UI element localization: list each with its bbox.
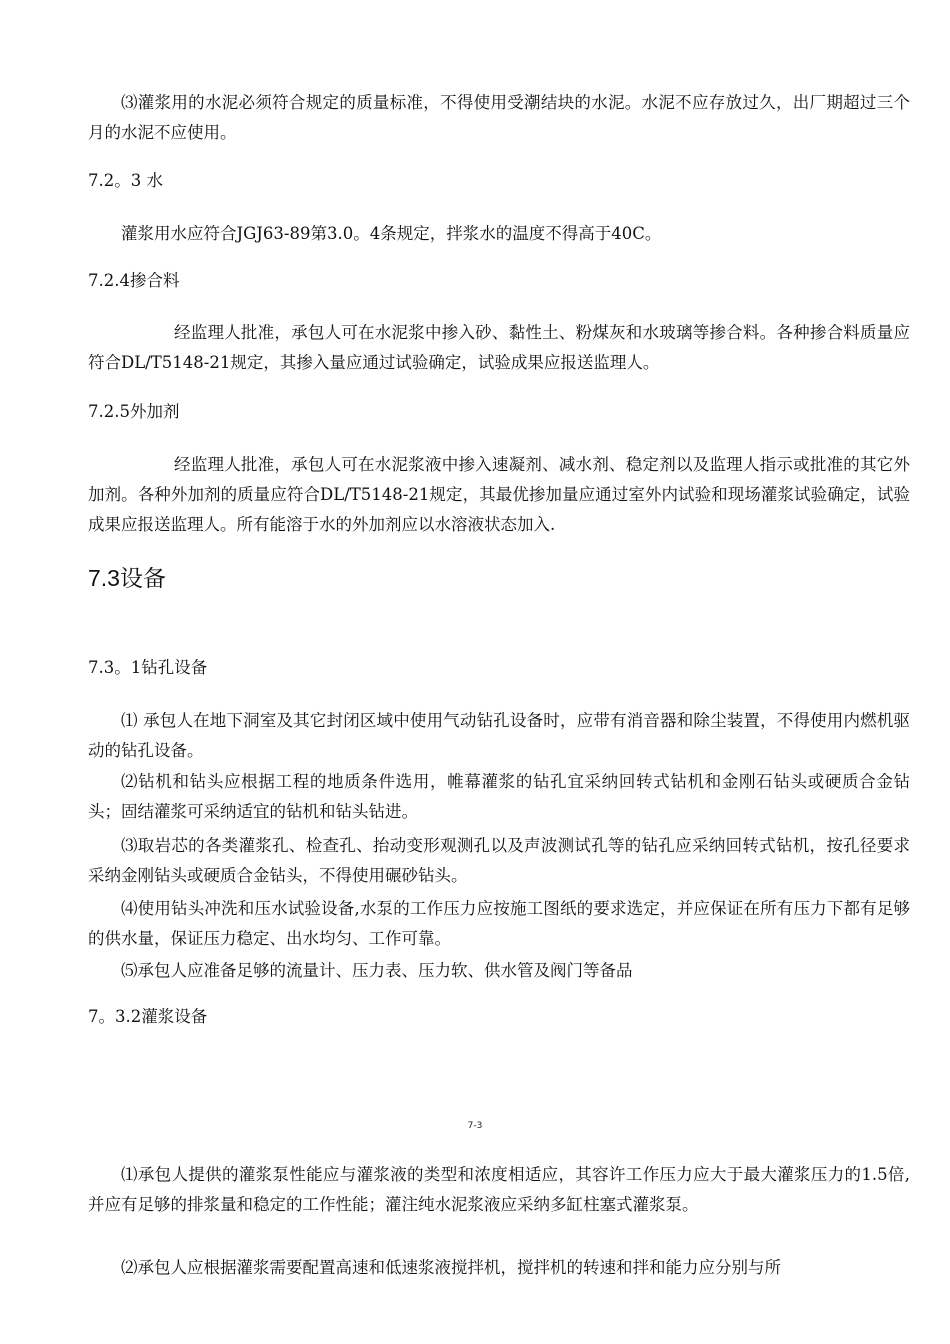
heading-7-3-2-grouting-equipment: 7。3.2灌浆设备 — [88, 1007, 208, 1026]
paragraph-water: 灌浆用水应符合JGJ63-89第3.0。4条规定，拌浆水的温度不得高于40C。 — [121, 224, 662, 243]
paragraph-grout-item-1: ⑴承包人提供的灌浆泵性能应与灌浆液的类型和浓度相适应，其容许工作压力应大于最大灌浆压力的1.5倍,并应有足够的排浆量和稳定的工作性能；灌注纯水泥浆液应采纳多缸柱塞式灌浆泵。 — [88, 1165, 910, 1214]
heading-7-3-1-drilling-equipment: 7.3。1钻孔设备 — [88, 658, 208, 677]
paragraph-drill-item-2: ⑵钻机和钻头应根据工程的地质条件选用，帷幕灌浆的钻孔宜采纳回转式钻机和金刚石钻头或硬质合金钻头；固结灌浆可采纳适宜的钻机和钻头钻进。 — [88, 772, 910, 821]
paragraph-drill-item-3: ⑶取岩芯的各类灌浆孔、检查孔、抬动变形观测孔以及声波测试孔等的钻孔应采纳回转式钻机，按孔径要求采纳金刚钻头或硬质合金钻头，不得使用碾砂钻头。 — [88, 836, 910, 885]
paragraph-admixture: 经监理人批准，承包人可在水泥浆中掺入砂、黏性土、粉煤灰和水玻璃等掺合料。各种掺合料质量应符合DL/T5148-21规定，其掺入量应通过试验确定，试验成果应报送监理人。 — [88, 323, 910, 372]
paragraph-drill-item-4: ⑷使用钻头冲洗和压水试验设备,水泵的工作压力应按施工图纸的要求选定，并应保证在所有压力下都有足够的供水量，保证压力稳定、出水均匀、工作可靠。 — [88, 899, 910, 948]
paragraph-drill-item-5: ⑸承包人应准备足够的流量计、压力表、压力软、供水管及阀门等备品 — [121, 961, 633, 980]
paragraph-cement-quality: ⑶灌浆用的水泥必须符合规定的质量标准，不得使用受潮结块的水泥。水泥不应存放过久，出厂期超过三个月的水泥不应使用。 — [88, 93, 910, 142]
section-heading-7-3-equipment: 7.3设备 — [88, 565, 166, 591]
paragraph-grout-item-2: ⑵承包人应根据灌浆需要配置高速和低速浆液搅拌机，搅拌机的转速和拌和能力应分别与所 — [121, 1258, 781, 1277]
heading-7-2-4-admixture: 7.2.4掺合料 — [88, 271, 180, 290]
paragraph-drill-item-1: ⑴ 承包人在地下洞室及其它封闭区域中使用气动钻孔设备时，应带有消音器和除尘装置，不得使用内燃机驱动的钻孔设备。 — [88, 711, 910, 760]
paragraph-additive: 经监理人批准，承包人可在水泥浆液中掺入速凝剂、减水剂、稳定剂以及监理人指示或批准的其它外加剂。各种外加剂的质量应符合DL/T5148-21规定，其最优掺加量应通过室外内试验和现场灌浆试验确定，试验成果应报送监理人。所有能溶于水的外加剂应以水溶液状态加入. — [88, 455, 910, 534]
page-number: 7-3 — [467, 1121, 483, 1131]
heading-7-2-3-water: 7.2。3 水 — [88, 171, 163, 190]
heading-7-2-5-additive: 7.2.5外加剂 — [88, 402, 180, 421]
